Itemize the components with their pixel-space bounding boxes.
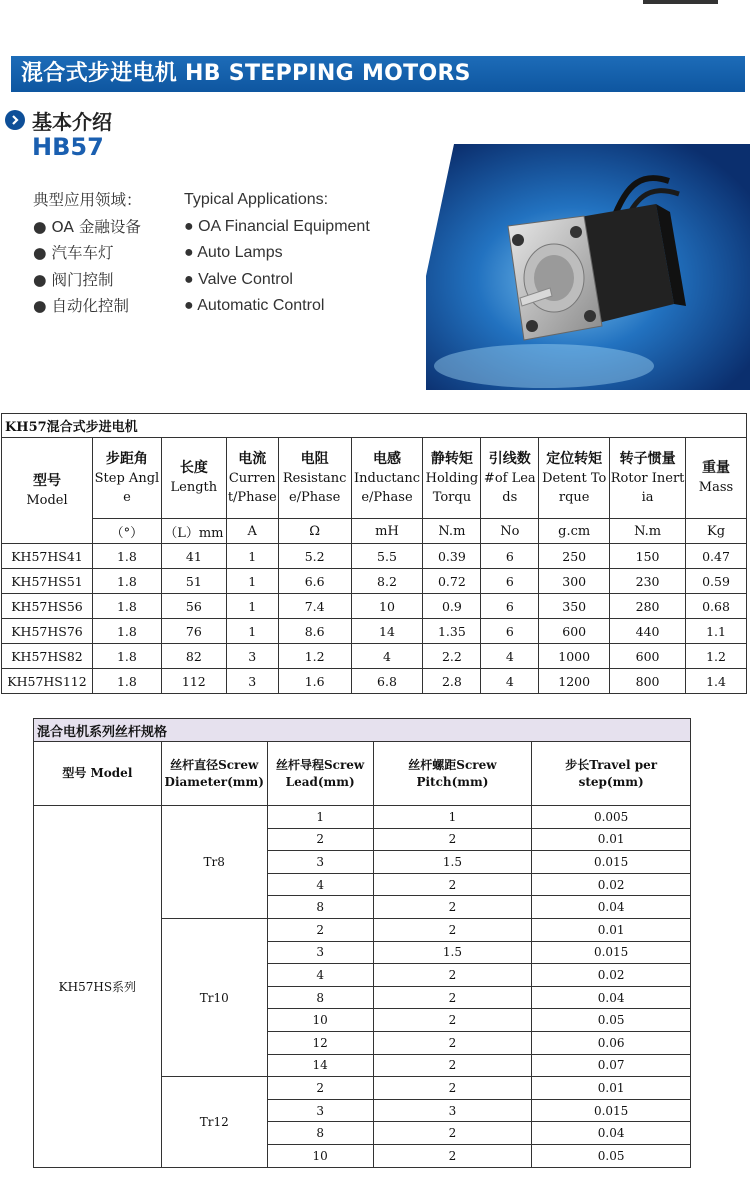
table-cell: 440 xyxy=(610,619,686,644)
table-cell: 8.6 xyxy=(278,619,351,644)
header-en: Inductance/Phase xyxy=(353,470,421,505)
table-cell: 0.02 xyxy=(532,873,691,896)
table-cell: 3 xyxy=(267,1099,373,1122)
table-cell: 0.9 xyxy=(423,594,481,619)
table-cell: 82 xyxy=(161,644,226,669)
table-cell: 0.01 xyxy=(532,918,691,941)
header-cell xyxy=(481,438,539,519)
table-cell: 4 xyxy=(481,644,539,669)
table-cell: 51 xyxy=(161,569,226,594)
table-cell: 4 xyxy=(351,644,423,669)
diameter-cell: Tr8 xyxy=(161,806,267,919)
table-cell: KH57HS56 xyxy=(2,594,93,619)
applications-cn-title: 典型应用领域： xyxy=(33,191,142,209)
table-cell: 56 xyxy=(161,594,226,619)
table-cell: 41 xyxy=(161,544,226,569)
table-cell: 1 xyxy=(226,594,278,619)
header-cell xyxy=(278,438,351,519)
header-cell xyxy=(351,438,423,519)
table-cell: 2 xyxy=(373,1077,532,1100)
table-cell: KH57HS82 xyxy=(2,644,93,669)
table-cell: 0.01 xyxy=(532,1077,691,1100)
chevron-right-icon xyxy=(5,110,25,130)
table-cell: 0.59 xyxy=(686,569,747,594)
header-en: Current/Phase xyxy=(227,470,277,505)
unit-cell: N.m xyxy=(610,519,686,544)
application-item: ● Automatic Control xyxy=(184,297,325,314)
unit-cell: No xyxy=(481,519,539,544)
table-title: 混合电机系列丝杆规格 xyxy=(34,719,691,742)
table-cell: 6 xyxy=(481,594,539,619)
table-cell: 0.005 xyxy=(532,806,691,829)
header-en: Step Angle xyxy=(94,470,160,505)
table-cell: 2 xyxy=(373,1009,532,1032)
intro-title: 基本介绍 xyxy=(32,110,112,134)
table-cell: 4 xyxy=(481,669,539,694)
header-cell xyxy=(161,438,226,519)
table-cell: 4 xyxy=(267,873,373,896)
table-cell: 1.5 xyxy=(373,851,532,874)
header-cn: 定位转矩 xyxy=(546,450,603,467)
table-cell: 2.2 xyxy=(423,644,481,669)
table-cell: 350 xyxy=(539,594,610,619)
table-cell: 4 xyxy=(267,964,373,987)
applications-cn xyxy=(33,187,142,320)
table-cell: 0.015 xyxy=(532,851,691,874)
table-cell: 1.8 xyxy=(92,569,161,594)
header-en: Detent Torque xyxy=(542,470,607,505)
table-row xyxy=(2,569,747,594)
table-cell: 300 xyxy=(539,569,610,594)
table-cell: 112 xyxy=(161,669,226,694)
table-cell: 12 xyxy=(267,1031,373,1054)
table-cell: 600 xyxy=(610,644,686,669)
table-title: KH57混合式步进电机 xyxy=(2,414,747,438)
model-title: HB57 xyxy=(32,133,104,161)
unit-cell: Ω xyxy=(278,519,351,544)
table-cell: 1 xyxy=(226,619,278,644)
table-cell: 14 xyxy=(267,1054,373,1077)
table-cell: 5.2 xyxy=(278,544,351,569)
header-cn: 转子惯量 xyxy=(619,450,676,467)
section-banner: 混合式步进电机 HB STEPPING MOTORS xyxy=(11,56,745,92)
table-cell: 0.015 xyxy=(532,1099,691,1122)
table-cell: 1.1 xyxy=(686,619,747,644)
table-cell: 2 xyxy=(373,986,532,1009)
application-item: ● 阀门控制 xyxy=(33,270,114,289)
header-cell xyxy=(423,438,481,519)
table-cell: 76 xyxy=(161,619,226,644)
applications-en xyxy=(184,187,370,320)
table-cell: KH57HS112 xyxy=(2,669,93,694)
header-en: Length xyxy=(170,480,218,495)
table-cell: 0.04 xyxy=(532,896,691,919)
table-row xyxy=(2,644,747,669)
table-row xyxy=(2,544,747,569)
table-cell: 14 xyxy=(351,619,423,644)
table-cell: 3 xyxy=(226,644,278,669)
table-row xyxy=(2,669,747,694)
table-cell: 2 xyxy=(373,964,532,987)
table-cell: 2 xyxy=(373,873,532,896)
table-cell: 6 xyxy=(481,569,539,594)
application-item: ● Valve Control xyxy=(184,270,293,288)
table-cell: 2 xyxy=(373,828,532,851)
table-cell: 8.2 xyxy=(351,569,423,594)
unit-cell: mH xyxy=(351,519,423,544)
header-cn: 静转矩 xyxy=(430,450,473,467)
unit-cell: （°） xyxy=(92,519,161,544)
top-divider xyxy=(643,0,718,4)
table-cell: 8 xyxy=(267,896,373,919)
table-cell: 1.8 xyxy=(92,644,161,669)
header-cell xyxy=(539,438,610,519)
unit-cell: N.m xyxy=(423,519,481,544)
header-en: Mass xyxy=(698,480,734,495)
table-cell: 2 xyxy=(373,896,532,919)
table-cell: 150 xyxy=(610,544,686,569)
application-item: ● 自动化控制 xyxy=(33,297,129,315)
table-cell: 0.01 xyxy=(532,828,691,851)
table-cell: 1 xyxy=(226,544,278,569)
model-cell: KH57HS系列 xyxy=(34,806,162,1168)
header-travel: 步长Travel per step(mm) xyxy=(532,742,691,806)
header-model: 型号 Model xyxy=(34,742,162,806)
lead-screw-spec-table xyxy=(33,718,691,1168)
table-cell: 2 xyxy=(373,918,532,941)
table-cell: 800 xyxy=(610,669,686,694)
table-cell: 600 xyxy=(539,619,610,644)
header-en: Holding Torqu xyxy=(425,470,479,505)
header-diameter: 丝杆直径Screw Diameter(mm) xyxy=(161,742,267,806)
table-cell: 2 xyxy=(373,1054,532,1077)
header-en: #of Leads xyxy=(483,470,536,505)
table-cell: 1 xyxy=(267,806,373,829)
table-cell: 250 xyxy=(539,544,610,569)
application-item: ● 汽车车灯 xyxy=(33,244,114,262)
table-cell: 10 xyxy=(267,1009,373,1032)
header-cn: 长度 xyxy=(179,460,208,476)
application-item: ● OA Financial Equipment xyxy=(184,217,370,235)
header-en: Rotor Inertia xyxy=(610,470,685,505)
table-cell: 230 xyxy=(610,569,686,594)
table-cell: 1 xyxy=(373,806,532,829)
table-cell: 0.015 xyxy=(532,941,691,964)
header-lead: 丝杆导程Screw Lead(mm) xyxy=(267,742,373,806)
table-cell: 0.04 xyxy=(532,1122,691,1145)
table-cell: 0.04 xyxy=(532,986,691,1009)
diameter-cell: Tr12 xyxy=(161,1077,267,1167)
table-cell: 1.35 xyxy=(423,619,481,644)
table-row xyxy=(2,619,747,644)
table-cell: 2 xyxy=(267,828,373,851)
table-cell: 2.8 xyxy=(423,669,481,694)
table-cell: 3 xyxy=(373,1099,532,1122)
header-cn: 电阻 xyxy=(300,450,329,467)
table-cell: 2 xyxy=(373,1144,532,1167)
table-cell: 1200 xyxy=(539,669,610,694)
header-cell xyxy=(92,438,161,519)
table-cell: 3 xyxy=(267,851,373,874)
table-cell: 2 xyxy=(373,1031,532,1054)
header-cn: 引线数 xyxy=(488,450,531,467)
applications-en-title: Typical Applications: xyxy=(184,191,329,208)
table-cell: 1.2 xyxy=(278,644,351,669)
table-cell: 0.72 xyxy=(423,569,481,594)
unit-cell: A xyxy=(226,519,278,544)
table-cell: 0.07 xyxy=(532,1054,691,1077)
header-cell xyxy=(686,438,747,519)
table-cell: 7.4 xyxy=(278,594,351,619)
table-cell: 3 xyxy=(267,941,373,964)
header-cn: 型号 xyxy=(32,472,61,489)
header-cell xyxy=(226,438,278,519)
unit-cell: g.cm xyxy=(539,519,610,544)
application-item: ● Auto Lamps xyxy=(184,244,283,261)
table-cell: 6 xyxy=(481,619,539,644)
table-cell: 1000 xyxy=(539,644,610,669)
table-cell: 6.6 xyxy=(278,569,351,594)
table-row xyxy=(34,806,691,829)
table-cell: 10 xyxy=(351,594,423,619)
table-cell: 2 xyxy=(267,918,373,941)
header-cn: 电感 xyxy=(373,450,401,467)
table-cell: KH57HS51 xyxy=(2,569,93,594)
table-cell: 10 xyxy=(267,1144,373,1167)
table-cell: 1.6 xyxy=(278,669,351,694)
stepper-motor-image xyxy=(424,126,750,390)
header-en: Resistance/Phase xyxy=(282,470,347,505)
header-cn: 重量 xyxy=(702,460,730,476)
header-cell xyxy=(2,438,93,544)
table-cell: 2 xyxy=(267,1077,373,1100)
table-cell: 1.8 xyxy=(92,669,161,694)
header-cn: 电流 xyxy=(238,450,267,467)
table-row xyxy=(2,594,747,619)
table-cell: KH57HS41 xyxy=(2,544,93,569)
table-cell: 0.39 xyxy=(423,544,481,569)
table-cell: 0.47 xyxy=(686,544,747,569)
table-cell: 1.8 xyxy=(92,619,161,644)
table-cell: 6.8 xyxy=(351,669,423,694)
table-cell: 1 xyxy=(226,569,278,594)
header-cell xyxy=(610,438,686,519)
table-cell: 3 xyxy=(226,669,278,694)
table-cell: 0.06 xyxy=(532,1031,691,1054)
table-header-row xyxy=(2,438,747,519)
unit-cell: （L）mm xyxy=(161,519,226,544)
stepper-motor-spec-table xyxy=(1,413,747,694)
header-en: Model xyxy=(26,492,68,508)
table-cell: 0.05 xyxy=(532,1144,691,1167)
table-cell: 8 xyxy=(267,1122,373,1145)
table-cell: 8 xyxy=(267,986,373,1009)
table-cell: 1.5 xyxy=(373,941,532,964)
table-cell: 6 xyxy=(481,544,539,569)
table-cell: 280 xyxy=(610,594,686,619)
table-cell: 0.68 xyxy=(686,594,747,619)
application-item: ● OA 金融设备 xyxy=(33,217,141,236)
table-unit-row xyxy=(2,519,747,544)
table-header-row xyxy=(34,742,691,806)
unit-cell: Kg xyxy=(686,519,747,544)
header-cn: 步距角 xyxy=(105,450,148,467)
table-cell: 1.2 xyxy=(686,644,747,669)
table-cell: 5.5 xyxy=(351,544,423,569)
table-cell: 0.05 xyxy=(532,1009,691,1032)
table-cell: 0.02 xyxy=(532,964,691,987)
header-pitch: 丝杆螺距Screw Pitch(mm) xyxy=(373,742,532,806)
table-cell: 1.4 xyxy=(686,669,747,694)
table-cell: 1.8 xyxy=(92,594,161,619)
table-cell: KH57HS76 xyxy=(2,619,93,644)
diameter-cell: Tr10 xyxy=(161,918,267,1076)
table-cell: 1.8 xyxy=(92,544,161,569)
table-cell: 2 xyxy=(373,1122,532,1145)
